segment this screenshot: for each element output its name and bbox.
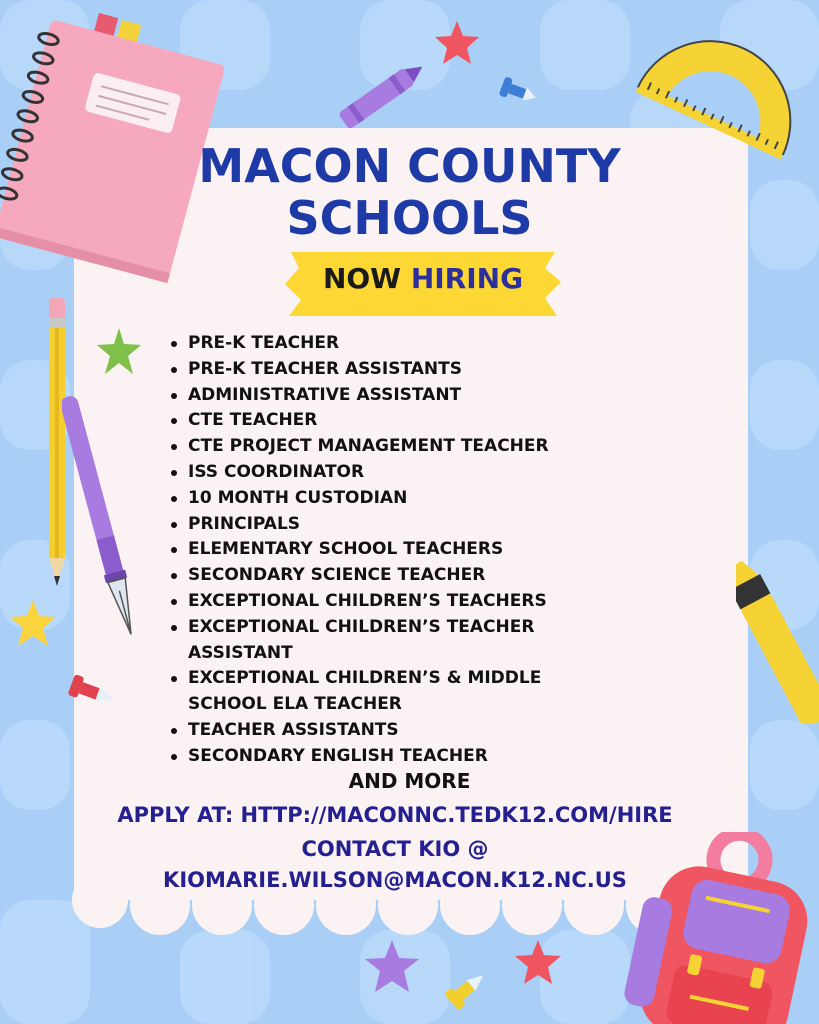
list-item: PRE-K TEACHER (168, 331, 588, 357)
highlighter-icon (736, 552, 819, 724)
star-icon (362, 938, 422, 996)
fountain-pen-icon (62, 388, 142, 656)
push-pin-icon (66, 672, 130, 714)
list-item: CTE TEACHER (168, 408, 588, 434)
apply-link[interactable]: APPLY AT: HTTP://MACONNC.TEDK12.COM/HIRE (117, 803, 673, 827)
list-item: EXCEPTIONAL CHILDREN’S TEACHERS (168, 589, 588, 615)
page-title-line2: SCHOOLS (286, 191, 533, 245)
list-item: SECONDARY ENGLISH TEACHER (168, 744, 588, 770)
contact-text: CONTACT KIO @ (301, 837, 489, 861)
star-icon (95, 326, 143, 378)
star-icon (432, 18, 482, 68)
list-item: PRE-K TEACHER ASSISTANTS (168, 357, 588, 383)
list-item: EXCEPTIONAL CHILDREN’S & MIDDLE SCHOOL ELA TEACHER (168, 666, 588, 718)
list-item: SECONDARY SCIENCE TEACHER (168, 563, 588, 589)
star-icon (8, 598, 58, 650)
banner-hiring: HIRING (410, 262, 524, 295)
page-title: MACON COUNTY (198, 139, 621, 193)
list-item: ADMINISTRATIVE ASSISTANT (168, 383, 588, 409)
job-list (168, 331, 588, 770)
list-item: ISS COORDINATOR (168, 460, 588, 486)
list-item: TEACHER ASSISTANTS (168, 718, 588, 744)
list-item: 10 MONTH CUSTODIAN (168, 486, 588, 512)
list-item: ELEMENTARY SCHOOL TEACHERS (168, 537, 588, 563)
hiring-banner-text (283, 262, 563, 296)
list-item: PRINCIPALS (168, 512, 588, 538)
list-item: EXCEPTIONAL CHILDREN’S TEACHER ASSISTANT (168, 615, 588, 667)
push-pin-icon (440, 962, 496, 1014)
list-item: CTE PROJECT MANAGEMENT TEACHER (168, 434, 588, 460)
push-pin-icon (495, 72, 555, 114)
banner-now: NOW (322, 262, 402, 295)
star-icon (512, 938, 564, 988)
crayon-icon (325, 50, 435, 140)
contact-email-link[interactable]: KIOMARIE.WILSON@MACON.K12.NC.US (163, 868, 627, 892)
and-more-text: AND MORE (348, 769, 471, 793)
